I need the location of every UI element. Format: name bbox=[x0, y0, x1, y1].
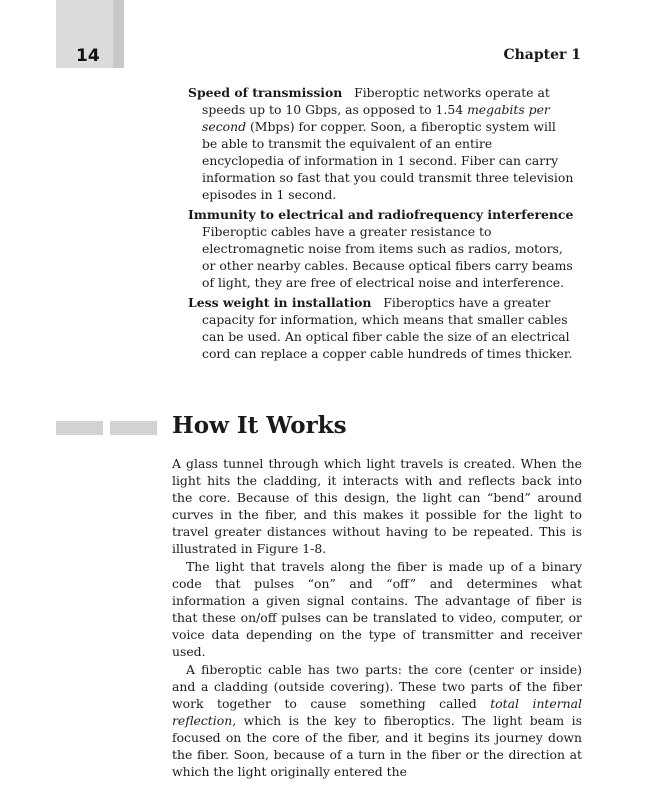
feature-weight bbox=[188, 294, 574, 362]
chapter-label: Chapter 1 bbox=[503, 47, 581, 63]
feature-list bbox=[188, 84, 574, 365]
feature-immunity bbox=[188, 206, 574, 291]
feature-term: Immunity to electrical and radiofrequency interference bbox=[188, 207, 574, 222]
paragraph-text: , which is the key to fiberoptics. The light beam is focused on the core of the fiber, and it begins its journey down the fiber. Soon, because of a turn in the fiber or the direction at which the light originally entered the bbox=[172, 713, 582, 779]
feature-text: Fiberoptics have a greater capacity for information, which means that smaller cables can be used. An optical fiber cable the size of an electrical cord can replace a copper cable hundreds of times thicker. bbox=[202, 295, 573, 361]
section-body bbox=[172, 455, 582, 781]
feature-text: Fiberoptic cables have a greater resistance to electromagnetic noise from items such as radios, motors, or other nearby cables. Because optical fibers carry beams of light, they are free of electrical noise and interference. bbox=[202, 224, 573, 290]
feature-speed bbox=[188, 84, 574, 203]
feature-text: (Mbps) for copper. Soon, a fiberoptic system will be able to transmit the equivalent of an entire encyclopedia of information in 1 second. Fiber can carry information so fast that you could transmit three television episodes in 1 second. bbox=[202, 119, 574, 202]
section-marker-bar bbox=[110, 421, 157, 435]
body-paragraph: A glass tunnel through which light travels is created. When the light hits the cladding, it interacts with and reflects back into the core. Because of this design, the light can “bend” around curves in the fiber, and this makes it possible for the light to travel greater distances without having to be repeated. This is illustrated in Figure 1-8. bbox=[172, 456, 582, 556]
feature-emphasis: megabits per second bbox=[202, 102, 550, 134]
body-paragraph bbox=[172, 661, 582, 780]
feature-text: Fiberoptic networks operate at speeds up to 10 Gbps, as opposed to 1.54 bbox=[202, 85, 550, 117]
page-number: 14 bbox=[76, 46, 100, 66]
paragraph-text: A fiberoptic cable has two parts: the core (center or inside) and a cladding (outside covering). These two parts of the fiber work together to cause something called bbox=[172, 662, 582, 711]
section-title: How It Works bbox=[172, 412, 347, 439]
body-paragraph: The light that travels along the fiber is made up of a binary code that pulses “on” and “off” and determines what information a given signal contains. The advantage of fiber is that these on/off pulses can be translated to video, computer, or voice data depending on the type of transmitter and receiver used. bbox=[172, 559, 582, 659]
feature-term: Speed of transmission bbox=[188, 85, 343, 100]
feature-term: Less weight in installation bbox=[188, 295, 372, 310]
section-marker-bar bbox=[56, 421, 103, 435]
paragraph-emphasis: total internal reflection bbox=[172, 696, 582, 728]
